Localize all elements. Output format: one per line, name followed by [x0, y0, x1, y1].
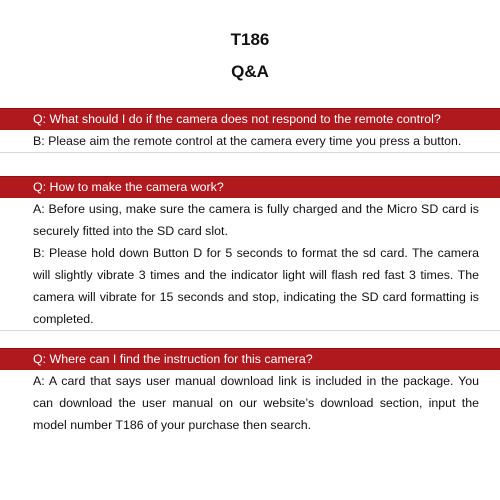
answer-text [0, 370, 500, 436]
qa-item [0, 108, 500, 153]
qa-item [0, 348, 500, 436]
answer-paragraph: A: Before using, make sure the camera is fully charged and the Micro SD card is securely fitted into the SD card slot. [33, 202, 479, 238]
question-bar: Q: How to make the camera work? [0, 176, 500, 198]
question-bar: Q: What should I do if the camera does not respond to the remote control? [0, 108, 500, 130]
answer-paragraph: A: A card that says user manual download link is included in the package. You can download the user manual on our website’s download section, input the model number T186 of your purchase then search. [33, 374, 479, 432]
question-bar: Q: Where can I find the instruction for this camera? [0, 348, 500, 370]
page-subtitle: Q&A [231, 62, 269, 81]
qa-item [0, 176, 500, 331]
answer-paragraph: B: Please hold down Button D for 5 seconds to format the sd card. The camera will slightly vibrate 3 times and the indicator light will flash red fast 3 times. The camera will vibrate for 15 seconds and stop, indicating the SD card formatting is completed. [33, 246, 479, 326]
divider [0, 152, 500, 153]
answer-text [0, 198, 500, 330]
page-title: T186 [230, 30, 270, 49]
answer-paragraph: B: Please aim the remote control at the camera every time you press a button. [33, 134, 462, 148]
divider [0, 330, 500, 331]
answer-text [0, 130, 500, 152]
